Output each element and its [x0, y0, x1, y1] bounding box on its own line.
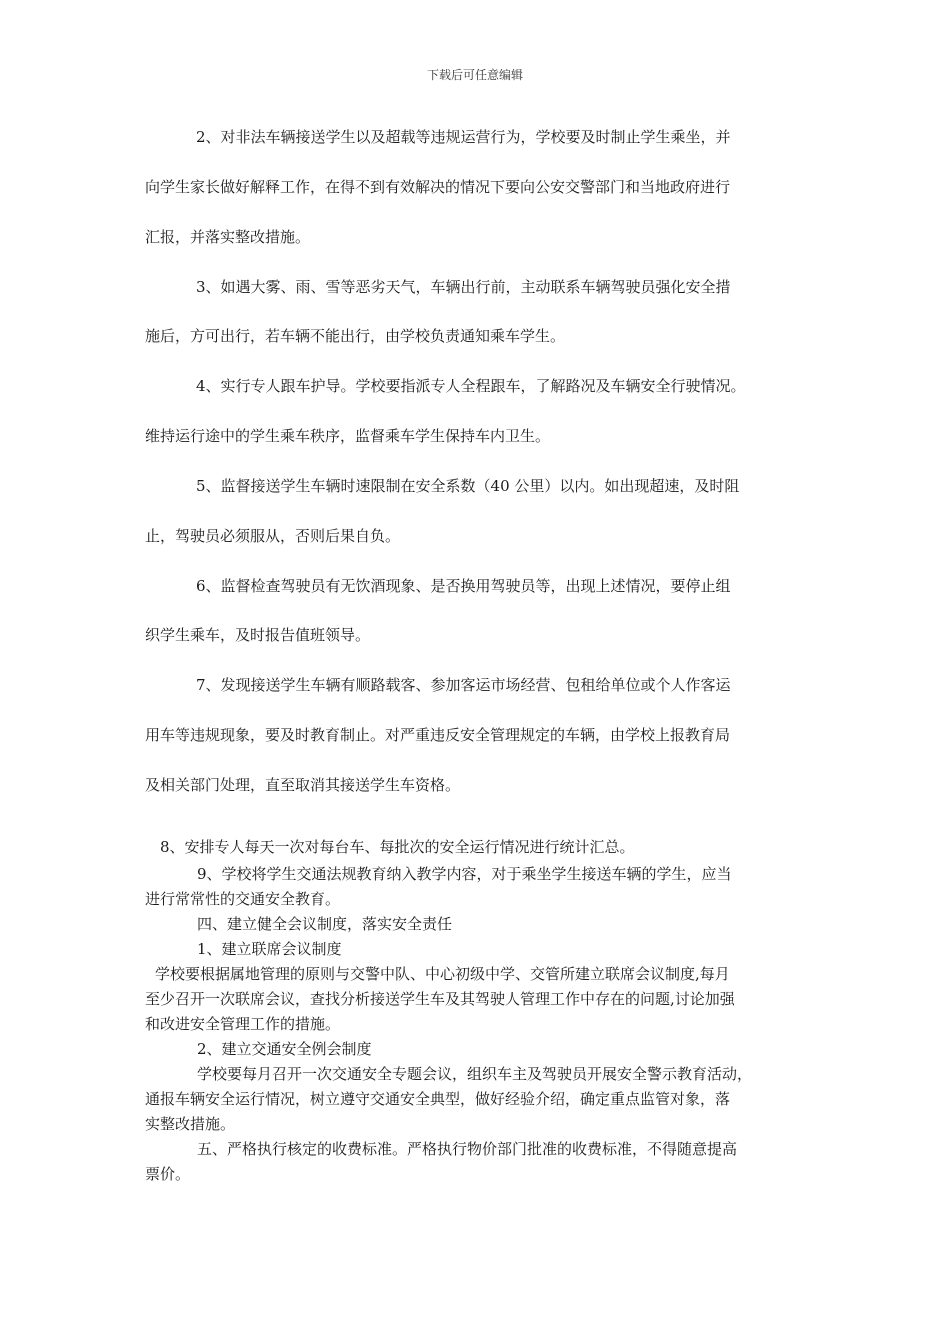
paragraph-line: 施后，方可出行，若车辆不能出行，由学校负责通知乘车学生。 [145, 327, 566, 345]
paragraph-line: 和改进安全管理工作的措施。 [145, 1015, 341, 1033]
paragraph-line: 维持运行途中的学生乘车秩序，监督乘车学生保持车内卫生。 [145, 427, 551, 445]
subsection-heading: 2、建立交通安全例会制度 [197, 1040, 372, 1058]
paragraph-line: 学校要每月召开一次交通安全专题会议，组织车主及驾驶员开展安全警示教育活动， [197, 1065, 753, 1083]
paragraph-line: 7、发现接送学生车辆有顺路载客、参加客运市场经营、包租给单位或个人作客运 [196, 676, 731, 694]
paragraph-line: 实整改措施。 [145, 1115, 236, 1133]
paragraph-line: 8、安排专人每天一次对每台车、每批次的安全运行情况进行统计汇总。 [160, 838, 635, 856]
paragraph-line: 及相关部门处理，直至取消其接送学生车资格。 [145, 776, 461, 794]
paragraph-line: 通报车辆安全运行情况，树立遵守交通安全典型，做好经验介绍，确定重点监管对象，落 [145, 1090, 731, 1108]
paragraph-line: 汇报，并落实整改措施。 [145, 228, 311, 246]
paragraph-line: 学校要根据属地管理的原则与交警中队、中心初级中学、交管所建立联席会议制度,每月 [155, 965, 730, 983]
paragraph-line: 向学生家长做好解释工作，在得不到有效解决的情况下要向公安交警部门和当地政府进行 [145, 178, 731, 196]
section-heading: 四、建立健全会议制度，落实安全责任 [197, 915, 453, 933]
page-header: 下载后可任意编辑 [426, 68, 523, 82]
paragraph-line: 3、如遇大雾、雨、雪等恶劣天气，车辆出行前，主动联系车辆驾驶员强化安全措 [196, 278, 731, 296]
paragraph-line: 9、学校将学生交通法规教育纳入教学内容，对于乘坐学生接送车辆的学生，应当 [197, 865, 732, 883]
paragraph-line: 至少召开一次联席会议，查找分析接送学生车及其驾驶人管理工作中存在的问题,讨论加强 [145, 990, 735, 1008]
section-heading: 五、严格执行核定的收费标准。严格执行物价部门批准的收费标准，不得随意提高 [197, 1140, 738, 1158]
paragraph-line: 2、对非法车辆接送学生以及超载等违规运营行为，学校要及时制止学生乘坐，并 [196, 128, 731, 146]
paragraph-line: 4、实行专人跟车护导。学校要指派专人全程跟车，了解路况及车辆安全行驶情况。 [196, 377, 746, 395]
paragraph-line: 6、监督检查驾驶员有无饮酒现象、是否换用驾驶员等，出现上述情况，要停止组 [196, 577, 731, 595]
paragraph-line: 票价。 [145, 1165, 191, 1183]
paragraph-line: 止，驾驶员必须服从，否则后果自负。 [145, 527, 401, 545]
paragraph-line: 进行常常性的交通安全教育。 [145, 890, 341, 908]
paragraph-line: 5、监督接送学生车辆时速限制在安全系数（40 公里）以内。如出现超速，及时阻 [196, 477, 740, 495]
subsection-heading: 1、建立联席会议制度 [197, 940, 342, 958]
paragraph-line: 织学生乘车，及时报告值班领导。 [145, 626, 371, 644]
paragraph-line: 用车等违规现象，要及时教育制止。对严重违反安全管理规定的车辆，由学校上报教育局 [145, 726, 731, 744]
